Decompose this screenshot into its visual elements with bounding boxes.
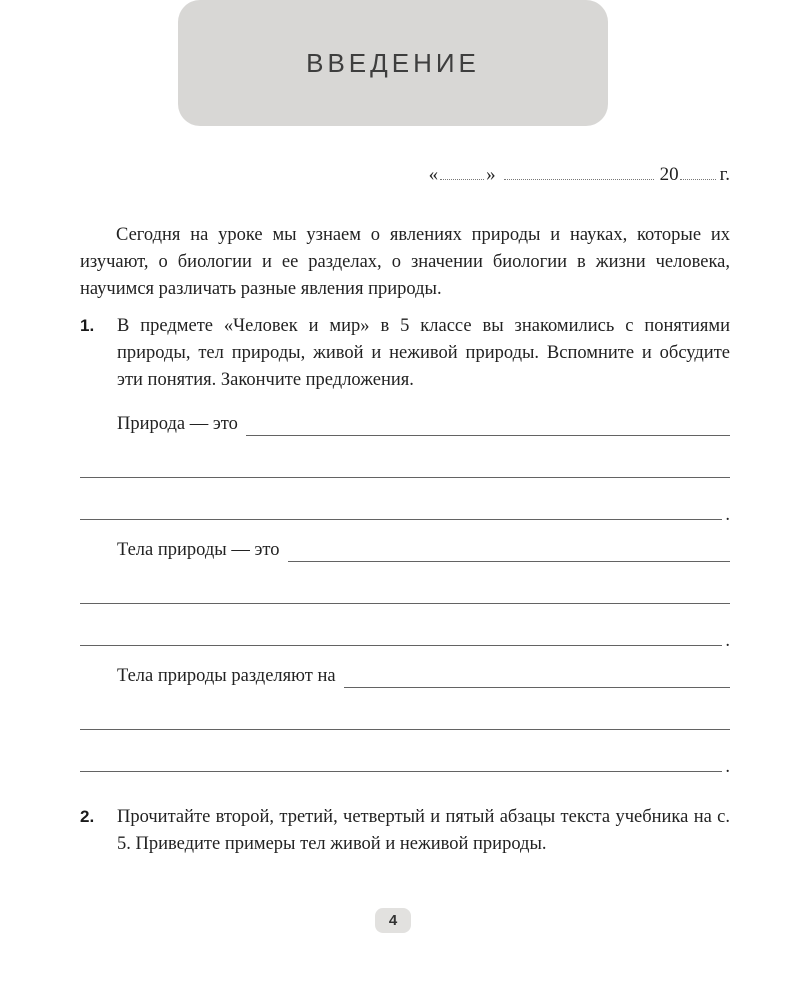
date-year-blank bbox=[680, 164, 716, 180]
write-line-row bbox=[80, 478, 730, 525]
chapter-title: ВВЕДЕНИЕ bbox=[306, 47, 480, 78]
prompt-3-label: Тела природы разделяют на bbox=[117, 665, 336, 686]
task-2 bbox=[80, 804, 730, 858]
task-2-number: 2. bbox=[80, 807, 95, 826]
prompt-1-end-period: . bbox=[725, 504, 730, 525]
task-1 bbox=[80, 313, 730, 394]
write-line bbox=[288, 520, 730, 562]
prompt-2-label: Тела природы — это bbox=[117, 539, 280, 560]
prompt-3-label-row bbox=[80, 646, 730, 688]
write-line bbox=[80, 730, 722, 772]
write-line-row bbox=[80, 604, 730, 651]
prompt-1-label: Природа — это bbox=[117, 413, 238, 434]
prompt-2-label-row bbox=[80, 520, 730, 562]
task-1-answer-area bbox=[80, 394, 730, 777]
write-line-row bbox=[80, 688, 730, 730]
prompt-1-label-row bbox=[80, 394, 730, 436]
task-1-text: В предмете «Человек и мир» в 5 классе вы знакомились с понятиями природы, тел природы, живой и неживой природы. Вспомните и обсудите эти понятия. Закончите предложения. bbox=[117, 316, 730, 390]
date-close-quote: » bbox=[486, 164, 496, 185]
date-year-suffix: г. bbox=[719, 164, 730, 185]
date-line bbox=[80, 164, 730, 190]
date-month-blank bbox=[504, 164, 654, 180]
prompt-2-end-period: . bbox=[725, 630, 730, 651]
prompt-3-end-period: . bbox=[725, 756, 730, 777]
write-line-row bbox=[80, 436, 730, 478]
write-line bbox=[80, 562, 730, 604]
date-day-blank bbox=[440, 164, 484, 180]
write-line bbox=[246, 394, 730, 436]
task-1-number: 1. bbox=[80, 316, 95, 335]
page-number: 4 bbox=[375, 908, 411, 933]
write-line bbox=[80, 436, 730, 478]
date-year-prefix: 20 bbox=[659, 164, 679, 185]
write-line bbox=[80, 604, 722, 646]
chapter-header bbox=[178, 0, 608, 126]
intro-paragraph: Сегодня на уроке мы узнаем о явлениях природы и науках, которые их изучают, о биологии и ее разделах, о значении биологии в жизни человека, научимся различать разные явления природы. bbox=[80, 225, 730, 299]
date-open-quote: « bbox=[428, 164, 439, 185]
write-line-row bbox=[80, 562, 730, 604]
write-line bbox=[80, 478, 722, 520]
write-line bbox=[344, 646, 730, 688]
write-line bbox=[80, 688, 730, 730]
write-line-row bbox=[80, 730, 730, 777]
page-content bbox=[0, 164, 786, 858]
task-2-text: Прочитайте второй, третий, четвертый и пятый абзацы текста учебника на с. 5. Приведите примеры тел живой и неживой природы. bbox=[117, 807, 730, 854]
